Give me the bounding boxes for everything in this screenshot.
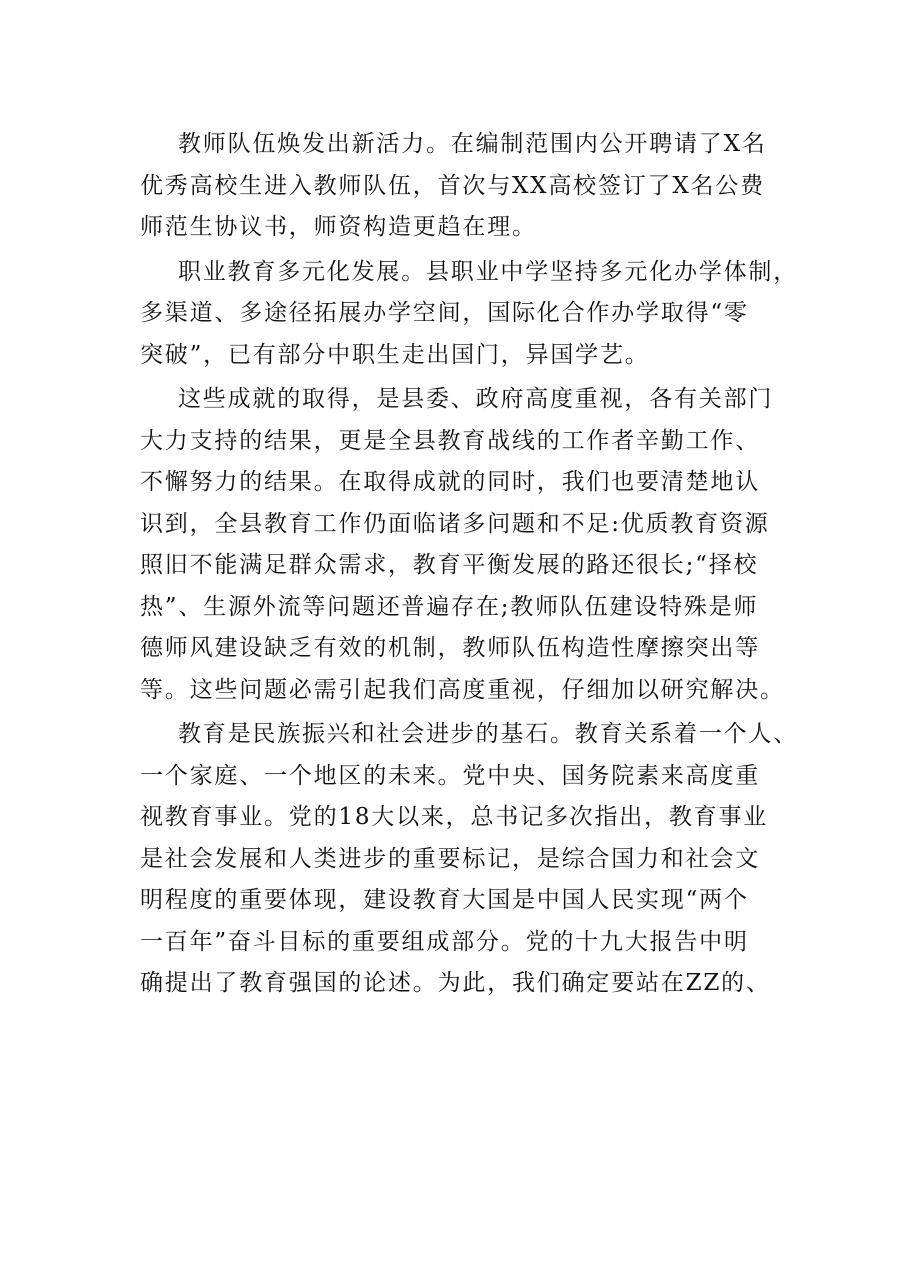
text-line: 大力支持的结果，更是全县教育战线的工作者辛勤工作、 <box>140 427 760 454</box>
text-line: 等。这些问题必需引起我们高度重视，仔细加以研究解决。 <box>140 676 785 703</box>
paragraph-vocational <box>140 252 798 377</box>
text-line: 热”、生源外流等问题还普遍存在;教师队伍建设特殊是师 <box>140 593 759 620</box>
text-line: 德师风建设缺乏有效的机制，教师队伍构造性摩擦突出等 <box>140 635 760 661</box>
text-line: 是社会发展和人类进步的重要标记，是综合国力和社会文 <box>140 845 760 872</box>
text-line: 确提出了教育强国的论述。为此，我们确定要站在ZZ的、 <box>140 970 771 996</box>
text-line: 职业教育多元化发展。县职业中学坚持多元化办学体制， <box>178 258 798 285</box>
text-line: 识到，全县教育工作仍面临诸多问题和不足:优质教育资源 <box>140 510 770 537</box>
text-line: 教师队伍焕发出新活力。在编制范围内公开聘请了X名 <box>178 131 767 157</box>
text-line: 突破”，已有部分中职生走出国门，异国学艺。 <box>140 341 650 368</box>
paragraph-achievements <box>140 379 785 711</box>
text-line: 这些成就的取得，是县委、政府高度重视，各有关部门 <box>178 386 774 412</box>
text-line: 师范生协议书，师资构造更趋在理。 <box>140 214 537 240</box>
paragraph-teachers <box>140 124 780 249</box>
text-line: 一个家庭、一个地区的未来。党中央、国务院素来高度重 <box>140 762 760 789</box>
text-line: 照旧不能满足群众需求，教育平衡发展的路还很长;“择校 <box>140 552 759 578</box>
text-line: 多渠道、多途径拓展办学空间，国际化合作办学取得“零 <box>140 300 749 326</box>
text-line: 优秀高校生进入教师队伍，首次与XX高校签订了X名公费 <box>140 172 765 199</box>
text-line: 不懈努力的结果。在取得成就的同时，我们也要清楚地认 <box>140 469 760 495</box>
text-line: 一百年”奋斗目标的重要组成部分。党的十九大报告中明 <box>140 928 749 955</box>
text-line: 视教育事业。党的18大以来，总书记多次指出，教育事业 <box>140 804 769 830</box>
text-line: 明程度的重要体现，建设教育大国是中国人民实现“两个 <box>140 887 749 913</box>
paragraph-education-foundation <box>140 714 798 1005</box>
text-line: 教育是民族振兴和社会进步的基石。教育关系着一个人、 <box>178 721 798 747</box>
document-body <box>140 124 798 1008</box>
